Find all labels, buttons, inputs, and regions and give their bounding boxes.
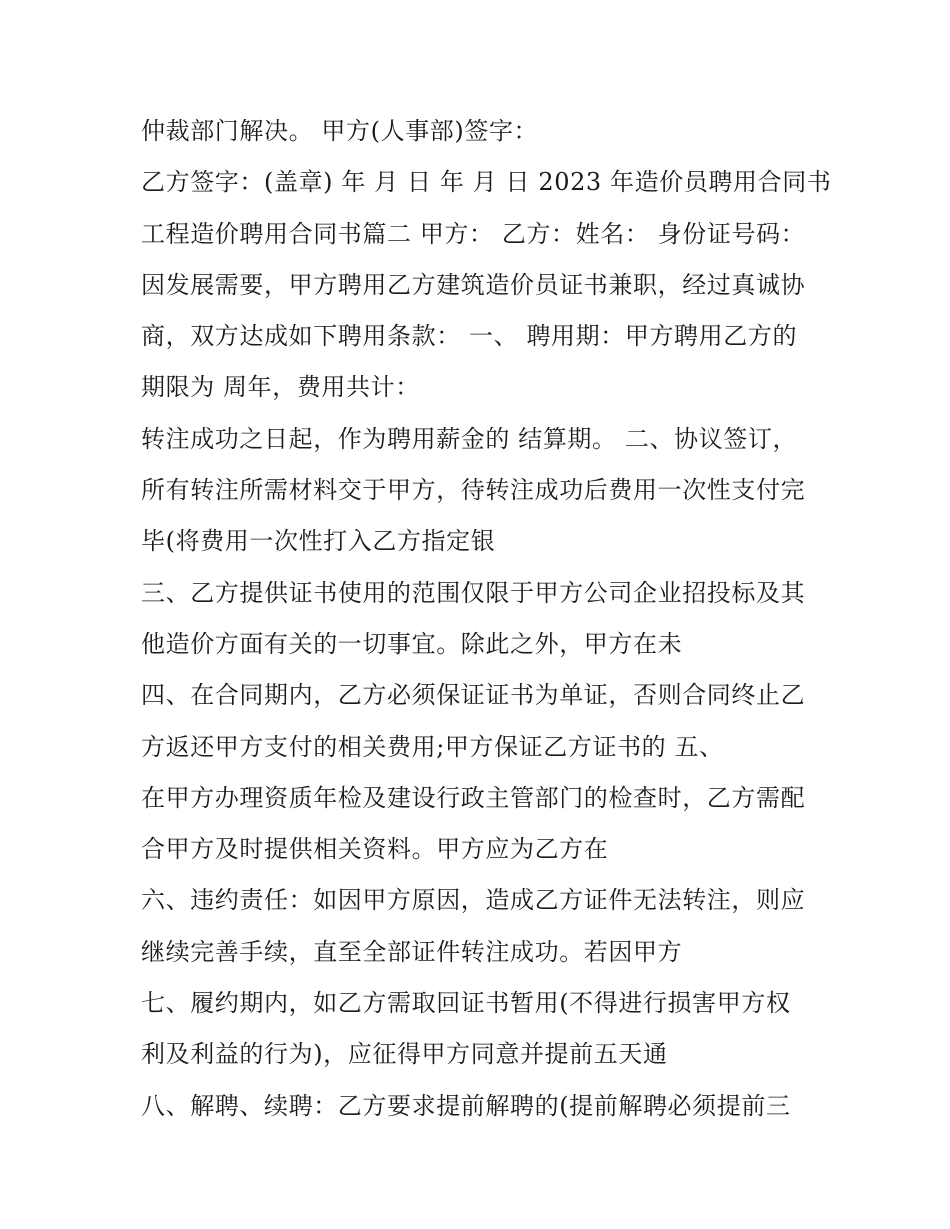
text-line: 三、乙方提供证书使用的范围仅限于甲方公司企业招投标及其 — [141, 578, 806, 607]
text-line: 六、违约责任：如因甲方原因，造成乙方证件无法转注，则应 — [141, 886, 806, 915]
text-line: 在甲方办理资质年检及建设行政主管部门的检查时，乙方需配 — [141, 783, 806, 812]
text-line: 方返还甲方支付的相关费用;甲方保证乙方证书的 五、 — [141, 732, 724, 761]
text-line: 合甲方及时提供相关资料。甲方应为乙方在 — [141, 835, 609, 864]
document-body — [141, 106, 832, 1132]
text-line: 继续完善手续，直至全部证件转注成功。若因甲方 — [141, 937, 683, 966]
text-line: 工程造价聘用合同书篇二 甲方： 乙方：姓名： 身份证号码： — [141, 219, 806, 248]
text-line: 七、履约期内，如乙方需取回证书暂用(不得进行损害甲方权 — [141, 989, 791, 1018]
text-line: 转注成功之日起，作为聘用薪金的 结算期。 二、协议签订， — [141, 424, 798, 453]
text-line: 八、解聘、续聘：乙方要求提前解聘的(提前解聘必须提前三 — [141, 1091, 791, 1120]
text-line: 他造价方面有关的一切事宜。除此之外，甲方在未 — [141, 629, 683, 658]
text-line: 毕(将费用一次性打入乙方指定银 — [141, 527, 496, 556]
text-line: 乙方签字：(盖章) 年 月 日 年 月 日 2023 年造价员聘用合同书 — [141, 168, 832, 197]
text-line: 商，双方达成如下聘用条款： 一、 聘用期：甲方聘用乙方的 — [141, 322, 798, 351]
text-line: 因发展需要，甲方聘用乙方建筑造价员证书兼职，经过真诚协 — [141, 270, 806, 299]
text-line: 利及利益的行为)，应征得甲方同意并提前五天通 — [141, 1040, 668, 1069]
text-line: 期限为 周年，费用共计： — [141, 373, 420, 402]
text-line: 所有转注所需材料交于甲方，待转注成功后费用一次性支付完 — [141, 476, 806, 505]
text-line: 四、在合同期内，乙方必须保证证书为单证，否则合同终止乙 — [141, 681, 806, 710]
text-line: 仲裁部门解决。 甲方(人事部)签字： — [141, 117, 539, 145]
